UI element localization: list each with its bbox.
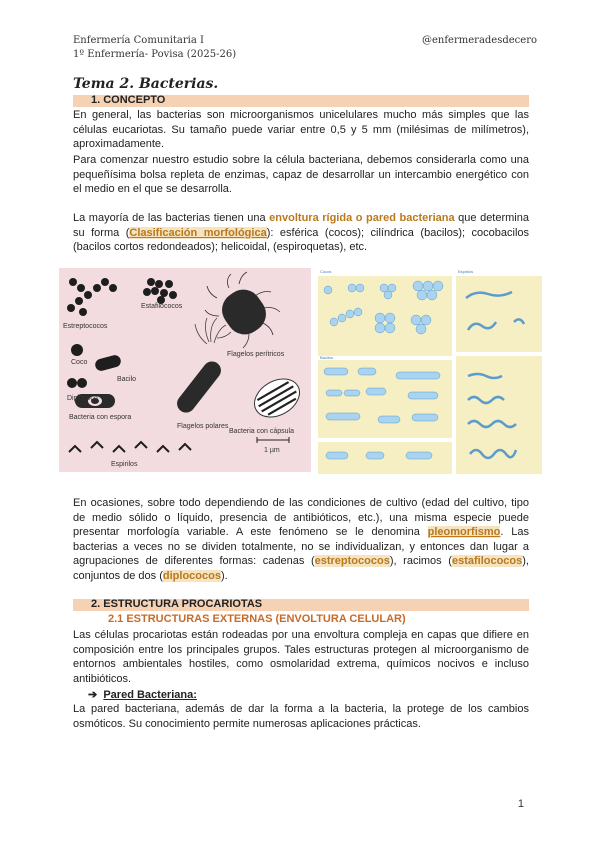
cocci-drawings (324, 281, 443, 334)
header-group: 1º Enfermería- Povisa (2025-26) (73, 49, 237, 60)
highlight-term: estafilococos (451, 555, 523, 567)
spirilla-drawing (69, 442, 191, 452)
capsule-bacterium-drawing (248, 371, 307, 424)
diplococcus-drawing (67, 378, 87, 388)
bacillus-drawing (94, 354, 122, 372)
paragraph: Para comenzar nuestro estudio sobre la célula bacteriana, debemos considerarla como una pequeñísima bolsa repleta de enzimas, capaz de desarrollar un intercambio energético con el medio en el que se desarrolla. (73, 154, 529, 195)
subsection-heading: 2.1 ESTRUCTURAS EXTERNAS (ENVOLTURA CELULAR) (108, 613, 406, 625)
header-author: @enfermeradesdecero (422, 35, 537, 46)
label-coco: Coco (71, 359, 88, 366)
polar-flagella-bacterium-drawing (173, 318, 226, 416)
paragraph: En general, las bacterias son microorganismos unicelulares mucho más simples que las células eucariotas. Su tamaño puede variar entre 0,5 y 5 mm (milésimas de milímetros), aproximadamente. (73, 109, 529, 150)
label-bacilo: Bacilo (117, 376, 137, 383)
staphylococci-drawing (143, 278, 177, 304)
section-heading: 1. CONCEPTO (91, 94, 166, 106)
highlight-term: envoltura rígida o pared bacteriana (269, 212, 455, 224)
paragraph: Las células procariotas están rodeadas por una envoltura compleja en capas que difiere en composición entre los principales grupos. Tales estructuras protegen al microorganismo de entornos ambientales hostiles, como osmolaridad extrema, químicos nocivos e incluso antibióticos. (73, 629, 529, 685)
paragraph: La pared bacteriana, además de dar la forma a la bacteria, la protege de los cambios osmóticos. Su conocimiento permite numerosas aplicaciones prácticas. (73, 703, 529, 730)
bacteria-morphology-figure (59, 268, 311, 472)
bullet-pared-bacteriana: ➔ Pared Bacteriana: (88, 689, 197, 701)
label-cocos: Cocos (320, 269, 332, 274)
paragraph: La mayoría de las bacterias tienen una envoltura rígida o pared bacteriana que determina su forma (Clasificación morfológica): esférica (cocos); cilíndrica (bacilos); cocobacilos (bacilos cortos redondeados); helicoidal, (espiroquetas), etc. (73, 212, 530, 253)
highlight-term: diplococos (162, 569, 221, 582)
header-course: Enfermería Comunitaria I (73, 35, 204, 46)
coccus-drawing (71, 344, 83, 356)
streptococci-drawing (67, 278, 117, 316)
highlight-term: estreptococos (314, 555, 390, 567)
paragraph: En ocasiones, sobre todo dependiendo de las condiciones de cultivo (edad del cultivo, tipo de medio sólido o líquido, presencia de antibióticos, etc.), una misma especie puede presentar morfología variable. A este fenómeno se le denomina pleomorfismo. Las bacterias a veces no se dividen totalmente, no se individualizan, y entonces dan lugar a agrupaciones de diferentes formas: cadenas (estreptococos), racimos (estafilococos), conjuntos de dos (diplococos). (73, 497, 529, 582)
page-title: Tema 2. Bacterias. (73, 76, 219, 92)
bacteria-morphology-illustration (59, 268, 311, 472)
label-estreptococos: Estreptococos (63, 323, 108, 330)
page-number: 1 (517, 798, 524, 810)
label-flagelos-polares: Flagelos polares (177, 423, 229, 430)
arrow-icon: ➔ (88, 689, 98, 701)
label-espirilos-right: Espirilos (458, 269, 474, 274)
label-bacilos: Bacilos (320, 355, 333, 360)
section-heading-band (73, 599, 529, 611)
bacteria-shapes-illustration (318, 268, 542, 474)
section-heading: 2. ESTRUCTURA PROCARIOTAS (91, 598, 263, 610)
label-diplococo: Diplococo (67, 395, 98, 402)
scale-bar (257, 437, 289, 443)
section-heading-band (73, 95, 529, 107)
bacilli-drawings (324, 368, 440, 459)
label-estafilococos: Estafilococos (141, 303, 183, 310)
label-bacteria-capsula: Bacteria con cápsula (229, 428, 294, 435)
highlight-term: pleomorfismo (427, 526, 501, 538)
highlight-term: Clasificación morfológica (129, 226, 267, 239)
bacteria-shapes-figure (318, 268, 542, 474)
label-scale: 1 µm (264, 447, 280, 454)
label-bacteria-espora: Bacteria con espora (69, 414, 132, 421)
label-flagelos-peritricos: Flagelos perítricos (227, 351, 285, 358)
spirilla-drawings (466, 292, 524, 458)
label-espirilos: Espirilos (111, 461, 138, 468)
